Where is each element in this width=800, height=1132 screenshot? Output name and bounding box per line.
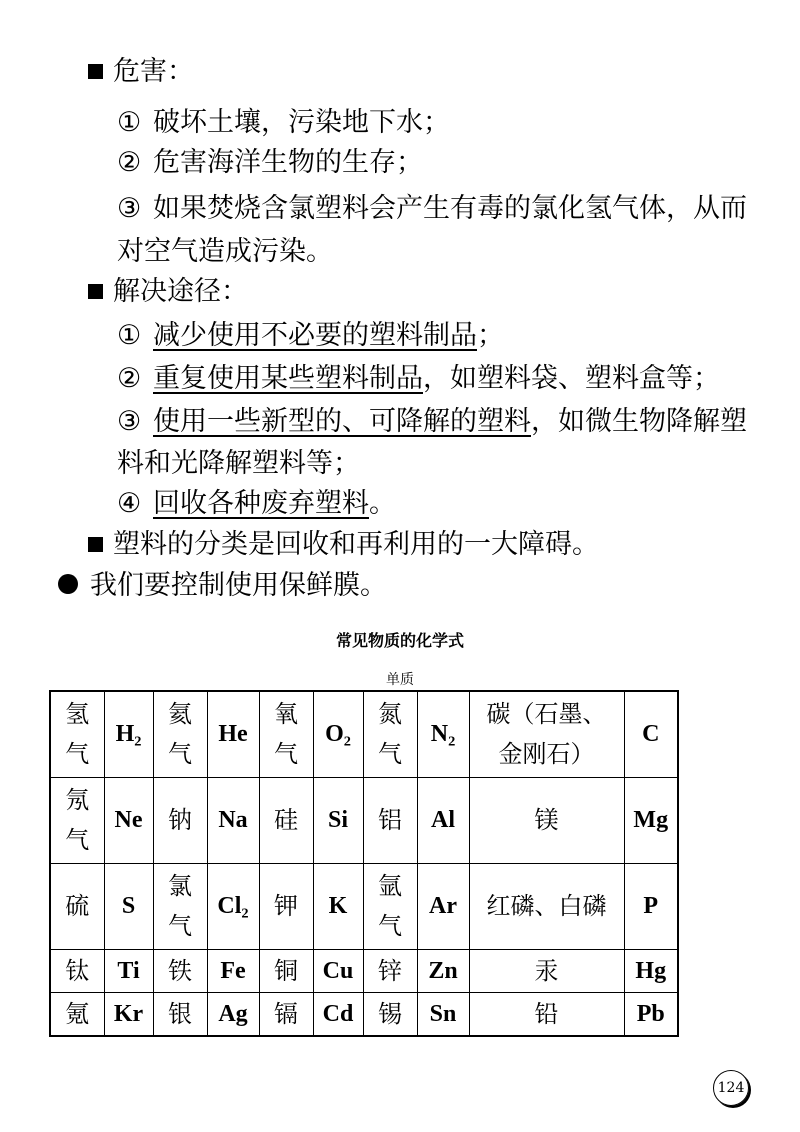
harm-item-3 <box>117 189 747 229</box>
item-text: 。 <box>369 488 396 519</box>
substance-name-cell <box>153 691 207 777</box>
formula-text: Fe <box>220 957 246 984</box>
formula-cell <box>313 992 363 1036</box>
substance-name-cell <box>259 691 313 777</box>
solution-item-4 <box>117 484 396 524</box>
item-text: ，如微生物降解塑 <box>531 406 747 437</box>
item-number: ② <box>117 363 142 394</box>
page-number: 124 <box>713 1070 749 1106</box>
substance-name-cell <box>50 863 104 949</box>
harm-heading <box>88 52 194 92</box>
formula-text: O₂ <box>325 721 351 748</box>
formula-cell <box>207 949 259 992</box>
formula-text: Hg <box>635 957 667 984</box>
harm-item-2 <box>117 143 423 183</box>
table-subtitle: 单质 <box>386 672 414 688</box>
formula-text: Ar <box>429 893 457 919</box>
item-text: 破坏土壤，污染地下水； <box>153 107 450 138</box>
substance-name-text: 铅 <box>534 999 559 1028</box>
formula-cell <box>313 863 363 949</box>
formula-text: H₂ <box>115 721 142 748</box>
formula-cell <box>104 992 153 1036</box>
formula-cell <box>417 863 469 949</box>
substance-name-text: 钠 <box>167 806 192 834</box>
substance-name-text: 碳（石墨、金刚石） <box>486 700 607 769</box>
table-row <box>50 691 678 777</box>
substance-name-cell <box>469 691 624 777</box>
substance-name-text: 铝 <box>377 806 402 834</box>
formula-cell <box>624 777 678 863</box>
item-text: ； <box>477 320 504 351</box>
formula-cell <box>104 777 153 863</box>
square-bullet-icon <box>88 64 103 79</box>
substance-name-cell <box>259 992 313 1036</box>
substance-name-text: 氮气 <box>377 700 402 769</box>
substance-name-text: 红磷、白磷 <box>486 892 607 920</box>
solution-item-3-cont <box>117 444 360 484</box>
formula-text: Na <box>218 807 248 833</box>
substance-name-cell <box>363 949 417 992</box>
substance-name-cell <box>469 949 624 992</box>
substance-name-text: 氖气 <box>65 786 90 854</box>
substance-name-cell <box>363 992 417 1036</box>
formula-text: Ag <box>218 1000 248 1027</box>
underlined-text: 重复使用某些塑料制品 <box>153 363 423 394</box>
formula-text: N₂ <box>430 721 456 748</box>
formula-cell <box>624 992 678 1036</box>
formula-cell <box>104 863 153 949</box>
substance-name-text: 氪 <box>65 999 90 1028</box>
item-number: ③ <box>117 193 142 224</box>
substance-name-text: 钾 <box>273 892 298 920</box>
item-text: 对空气造成污染。 <box>117 236 333 267</box>
substance-name-text: 硫 <box>65 892 90 920</box>
substance-name-cell <box>259 863 313 949</box>
formula-cell <box>417 949 469 992</box>
substance-name-cell <box>50 691 104 777</box>
harm-item-1 <box>117 103 450 143</box>
formula-text: C <box>642 721 660 748</box>
substance-name-cell <box>153 777 207 863</box>
round-bullet-icon <box>58 574 78 594</box>
substance-name-text: 氯气 <box>167 872 192 940</box>
formula-text: Cl₂ <box>217 893 249 919</box>
harm-item-3-cont <box>117 232 333 272</box>
formula-cell <box>313 949 363 992</box>
formula-cell <box>207 777 259 863</box>
formula-cell <box>313 691 363 777</box>
solution-item-3 <box>117 402 747 442</box>
formula-text: S <box>121 893 136 919</box>
formula-cell <box>104 691 153 777</box>
underlined-text: 减少使用不必要的塑料制品 <box>153 320 477 351</box>
substance-name-cell <box>469 777 624 863</box>
formula-text: Mg <box>633 807 669 833</box>
square-bullet-icon <box>88 284 103 299</box>
formula-cell <box>313 777 363 863</box>
formula-cell <box>624 863 678 949</box>
item-text: 危害海洋生物的生存； <box>153 147 423 178</box>
item-number: ④ <box>117 488 142 519</box>
solution-item-1 <box>117 316 504 356</box>
substance-name-cell <box>153 949 207 992</box>
note-text: 塑料的分类是回收和再利用的一大障碍。 <box>113 529 599 560</box>
substance-name-text: 镁 <box>534 806 559 834</box>
substance-name-text: 氧气 <box>273 700 298 769</box>
solution-item-2 <box>117 359 720 399</box>
formula-cell <box>417 777 469 863</box>
solution-title: 解决途径： <box>113 276 248 307</box>
harm-title: 危害： <box>113 56 194 87</box>
table-row <box>50 949 678 992</box>
substance-name-cell <box>153 992 207 1036</box>
substance-name-cell <box>469 992 624 1036</box>
formula-text: P <box>643 893 659 919</box>
formula-cell <box>104 949 153 992</box>
item-number: ① <box>117 320 142 351</box>
solution-heading <box>88 272 248 312</box>
formula-text: Cu <box>322 957 354 984</box>
formula-cell <box>624 691 678 777</box>
item-text: ，如塑料袋、塑料盒等； <box>423 363 720 394</box>
substance-name-text: 银 <box>168 999 192 1028</box>
elements-table <box>49 690 679 1037</box>
substance-name-cell <box>50 949 104 992</box>
formula-text: Al <box>431 807 455 833</box>
substance-name-text: 锡 <box>378 999 402 1028</box>
plastic-wrap-note <box>58 566 387 606</box>
formula-text: Kr <box>113 1000 144 1027</box>
substance-name-text: 氦气 <box>167 700 192 769</box>
table-row <box>50 992 678 1036</box>
formula-cell <box>417 691 469 777</box>
formula-text: Ne <box>114 807 143 833</box>
formula-cell <box>417 992 469 1036</box>
substance-name-text: 钛 <box>65 956 90 985</box>
item-number: ③ <box>117 406 142 437</box>
substance-name-text: 硅 <box>273 806 298 834</box>
substance-name-cell <box>153 863 207 949</box>
formula-text: Si <box>327 807 348 833</box>
formula-cell <box>207 992 259 1036</box>
formula-text: Cd <box>322 1000 354 1027</box>
item-text: 如果焚烧含氯塑料会产生有毒的氯化氢气体，从而 <box>153 193 747 224</box>
classification-note <box>88 525 599 565</box>
item-number: ① <box>117 107 142 138</box>
formula-text: He <box>218 721 248 748</box>
formula-cell <box>624 949 678 992</box>
item-number: ② <box>117 147 142 178</box>
note-text: 我们要控制使用保鲜膜。 <box>90 570 387 601</box>
table-title: 常见物质的化学式 <box>335 631 464 650</box>
formula-text: Zn <box>428 957 458 984</box>
formula-text: Sn <box>429 1000 457 1027</box>
table-row <box>50 863 678 949</box>
formula-cell <box>207 863 259 949</box>
substance-name-text: 汞 <box>534 956 559 985</box>
underlined-text: 回收各种废弃塑料 <box>153 488 369 519</box>
formula-text: Pb <box>636 1000 665 1027</box>
substance-name-cell <box>469 863 624 949</box>
substance-name-cell <box>363 691 417 777</box>
substance-name-cell <box>50 992 104 1036</box>
formula-text: Ti <box>117 957 140 984</box>
substance-name-text: 铁 <box>168 956 192 985</box>
substance-name-cell <box>50 777 104 863</box>
substance-name-text: 锌 <box>378 956 402 985</box>
substance-name-cell <box>363 863 417 949</box>
square-bullet-icon <box>88 537 103 552</box>
item-text: 料和光降解塑料等； <box>117 448 360 479</box>
substance-name-cell <box>259 777 313 863</box>
substance-name-text: 氩气 <box>377 872 402 940</box>
underlined-text: 使用一些新型的、可降解的塑料 <box>153 406 531 437</box>
formula-text: K <box>328 893 348 919</box>
substance-name-text: 铜 <box>274 956 298 985</box>
table-row <box>50 777 678 863</box>
formula-cell <box>207 691 259 777</box>
substance-name-cell <box>363 777 417 863</box>
substance-name-text: 氢气 <box>65 700 90 769</box>
substance-name-cell <box>259 949 313 992</box>
substance-name-text: 镉 <box>274 999 298 1028</box>
